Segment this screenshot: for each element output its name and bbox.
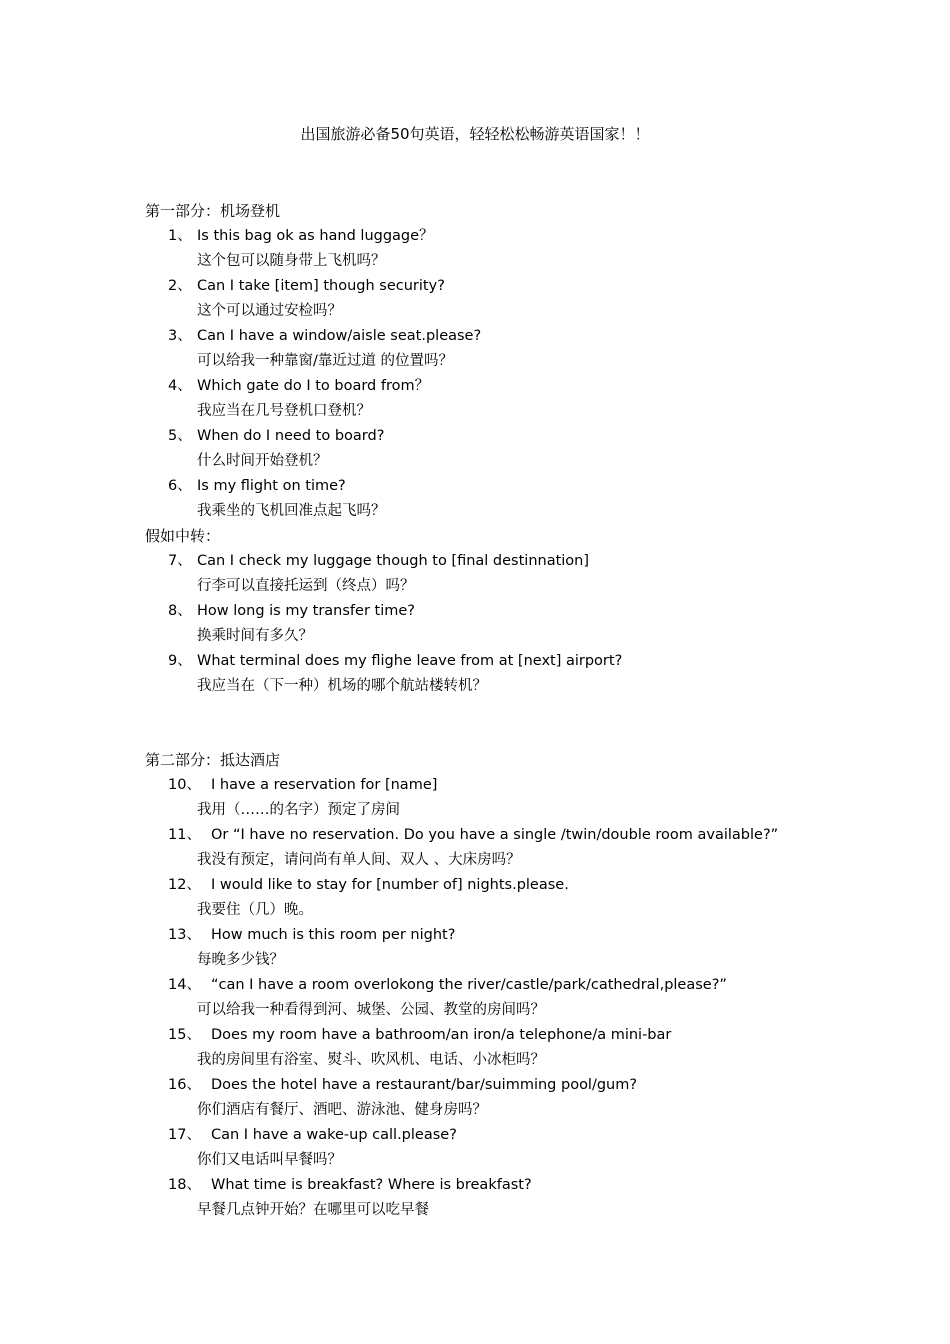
item-english: Can I check my luggage though to [final destinnation] (197, 553, 590, 569)
item-chinese: 这个包可以随身带上飞机吗？ (197, 253, 386, 269)
item-chinese: 我没有预定，请问尚有单人间、双人 、大床房吗？ (197, 852, 521, 868)
item-english: I have a reservation for [name] (211, 777, 438, 793)
item-chinese: 什么时间开始登机？ (197, 453, 328, 469)
item-english: When do I need to board? (197, 428, 385, 444)
item-english: What time is breakfast? Where is breakfast? (211, 1177, 532, 1193)
item-number: 13、 (168, 927, 201, 943)
item-number: 12、 (168, 877, 201, 893)
item-english: I would like to stay for [number of] nights.please. (211, 877, 569, 893)
item-english: Does the hotel have a restaurant/bar/suimming pool/gum? (211, 1077, 638, 1093)
item-english: How long is my transfer time? (197, 603, 415, 619)
item-number: 15、 (168, 1027, 201, 1043)
item-number: 1、 (168, 228, 192, 244)
item-chinese: 你们又电话叫早餐吗？ (197, 1152, 342, 1168)
item-english: How much is this room per night? (211, 927, 456, 943)
item-number: 6、 (168, 478, 192, 494)
item-chinese: 可以给我一种靠窗/靠近过道 的位置吗？ (197, 353, 453, 369)
item-chinese: 我用（……的名字）预定了房间 (197, 802, 400, 818)
item-english: Can I take [item] though security? (197, 278, 445, 294)
item-english: Can I have a wake-up call.please? (211, 1127, 457, 1143)
item-chinese: 我要住（几）晚。 (197, 902, 313, 918)
item-chinese: 这个可以通过安检吗？ (197, 303, 342, 319)
item-chinese: 行李可以直接托运到（终点）吗？ (197, 578, 415, 594)
item-number: 17、 (168, 1127, 201, 1143)
section-heading-part2: 第二部分：抵达酒店 (145, 751, 281, 769)
item-number: 5、 (168, 428, 192, 444)
item-number: 4、 (168, 378, 192, 394)
item-chinese: 我应当在几号登机口登机？ (197, 403, 371, 419)
item-english: “can I have a room overlokong the river/castle/park/cathedral,please?” (211, 977, 727, 993)
item-english: Does my room have a bathroom/an iron/a telephone/a mini-bar (211, 1027, 672, 1043)
item-chinese: 换乘时间有多久？ (197, 628, 313, 644)
item-number: 9、 (168, 653, 192, 669)
item-number: 18、 (168, 1177, 201, 1193)
section-heading-part1: 第一部分：机场登机 (145, 202, 281, 220)
item-chinese: 你们酒店有餐厅、酒吧、游泳池、健身房吗？ (197, 1102, 487, 1118)
item-english: Is my flight on time? (197, 478, 346, 494)
subheading-transfer: 假如中转： (145, 527, 221, 545)
item-english: What terminal does my flighe leave from at [next] airport? (197, 653, 623, 669)
item-chinese: 我的房间里有浴室、熨斗、吹风机、电话、小冰柜吗？ (197, 1052, 545, 1068)
item-number: 11、 (168, 827, 201, 843)
item-number: 2、 (168, 278, 192, 294)
item-number: 8、 (168, 603, 192, 619)
item-chinese: 早餐几点钟开始？在哪里可以吃早餐 (197, 1202, 429, 1218)
item-number: 14、 (168, 977, 201, 993)
item-english: Is this bag ok as hand luggage？ (197, 228, 434, 244)
item-chinese: 我应当在（下一种）机场的哪个航站楼转机？ (197, 678, 487, 694)
item-number: 3、 (168, 328, 192, 344)
item-number: 7、 (168, 553, 192, 569)
item-chinese: 我乘坐的飞机回准点起飞吗？ (197, 503, 386, 519)
item-english: Which gate do I to board from？ (197, 378, 430, 394)
page-title: 出国旅游必备50句英语，轻轻松松畅游英语国家！！ (300, 125, 650, 143)
item-english: Or “I have no reservation. Do you have a single /twin/double room available?” (211, 827, 779, 843)
item-english: Can I have a window/aisle seat.please? (197, 328, 482, 344)
item-chinese: 每晚多少钱？ (197, 952, 284, 968)
item-chinese: 可以给我一种看得到河、城堡、公园、教堂的房间吗？ (197, 1002, 545, 1018)
item-number: 16、 (168, 1077, 201, 1093)
item-number: 10、 (168, 777, 201, 793)
